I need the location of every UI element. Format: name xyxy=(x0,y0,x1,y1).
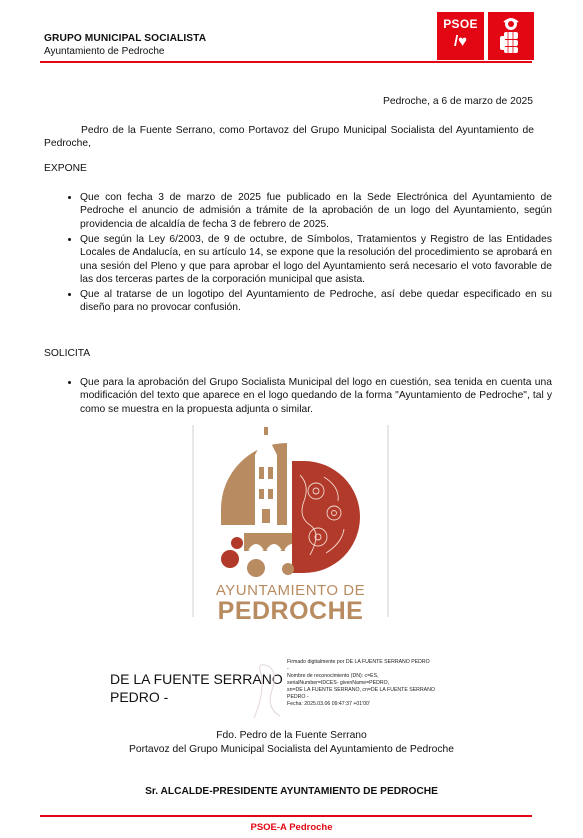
expone-item: • Que al tratarse de un logotipo del Ayuntamiento de Pedroche, así debe quedar especificado en su diseño para no provocar confusión. xyxy=(80,288,552,315)
organization-subtitle: Ayuntamiento de Pedroche xyxy=(44,46,165,57)
expone-item: • Que con fecha 3 de marzo de 2025 fue publicado en la Sede Electrónica del Ayuntamiento de Pedroche el anuncio de admisión a trámite de la aprobación de un logo del Ayuntamiento, según providencia de alcaldía de fecha 3 de febrero de 2025. xyxy=(80,191,552,231)
signer-name-line1: DE LA FUENTE SERRANO xyxy=(110,671,283,687)
signature-meta-line: PEDRO - xyxy=(287,694,309,700)
rose-logo xyxy=(488,12,534,60)
signer-name-line2: PEDRO - xyxy=(110,689,169,705)
rose-fist-icon xyxy=(488,12,534,60)
psoe-logo-mark: /♥ xyxy=(453,33,468,50)
signature-meta-line: sn=DE LA FUENTE SERRANO, cn=DE LA FUENTE SERRANO xyxy=(287,687,435,693)
letter-date: Pedroche, a 6 de marzo de 2025 xyxy=(383,96,533,107)
signature-meta-line: Nombre de reconocimiento (DN): c=ES, xyxy=(287,673,379,679)
signed-by: Fdo. Pedro de la Fuente Serrano xyxy=(216,730,367,741)
solicita-heading: SOLICITA xyxy=(44,348,91,359)
expone-list xyxy=(62,191,552,316)
solicita-list xyxy=(62,376,552,418)
expone-item: • Que según la Ley 6/2003, de 9 de octubre, de Símbolos, Tratamientos y Registro de las Entidades Locales de Andalucía, en su artículo 14, se expone que la resolución del procedimiento se aprobará en una sesión del Pleno y que para aprobar el logo del Ayuntamiento será necesario el voto favorable de las dos terceras partes de la corporación municipal que asista. xyxy=(80,233,552,287)
organization-name: GRUPO MUNICIPAL SOCIALISTA xyxy=(44,33,207,44)
header-divider xyxy=(40,61,532,63)
letter-intro: Pedro de la Fuente Serrano, como Portavoz del Grupo Municipal Socialista del Ayuntamiento de Pedroche, xyxy=(44,125,534,150)
signature-meta-line: Fecha: 2025.03.06 09:47:37 +01'00' xyxy=(287,701,370,707)
addressee: Sr. ALCALDE-PRESIDENTE AYUNTAMIENTO DE PEDROCHE xyxy=(145,786,438,797)
solicita-item: • Que para la aprobación del Grupo Socialista Municipal del logo en cuestión, sea tenida en cuenta una modificación del texto que aparece en el logo quedando de la forma "Ayuntamiento de Pedroche", tal y como se muestra en la propuesta adjunta o similar. xyxy=(80,376,552,416)
footer-divider xyxy=(40,815,532,817)
expone-heading: EXPONE xyxy=(44,163,87,174)
signature-meta-line: Firmado digitalmente por DE LA FUENTE SERRANO PEDRO xyxy=(287,659,430,665)
footer-text: PSOE-A Pedroche xyxy=(250,822,333,833)
digital-signature-details xyxy=(287,659,462,708)
logo-line2: PEDROCHE xyxy=(217,597,364,625)
signature-watermark-icon xyxy=(246,660,290,722)
proposed-logo xyxy=(192,425,389,640)
signature-meta-line: - xyxy=(287,666,289,672)
psoe-logo-text: PSOE xyxy=(443,17,478,31)
logo-line1: AYUNTAMIENTO DE xyxy=(215,582,366,599)
signer-role: Portavoz del Grupo Municipal Socialista del Ayuntamiento de Pedroche xyxy=(129,744,454,755)
signature-meta-line: serialNumber=IDCES- givenName=PEDRO, xyxy=(287,680,390,686)
psoe-logo xyxy=(437,12,484,60)
